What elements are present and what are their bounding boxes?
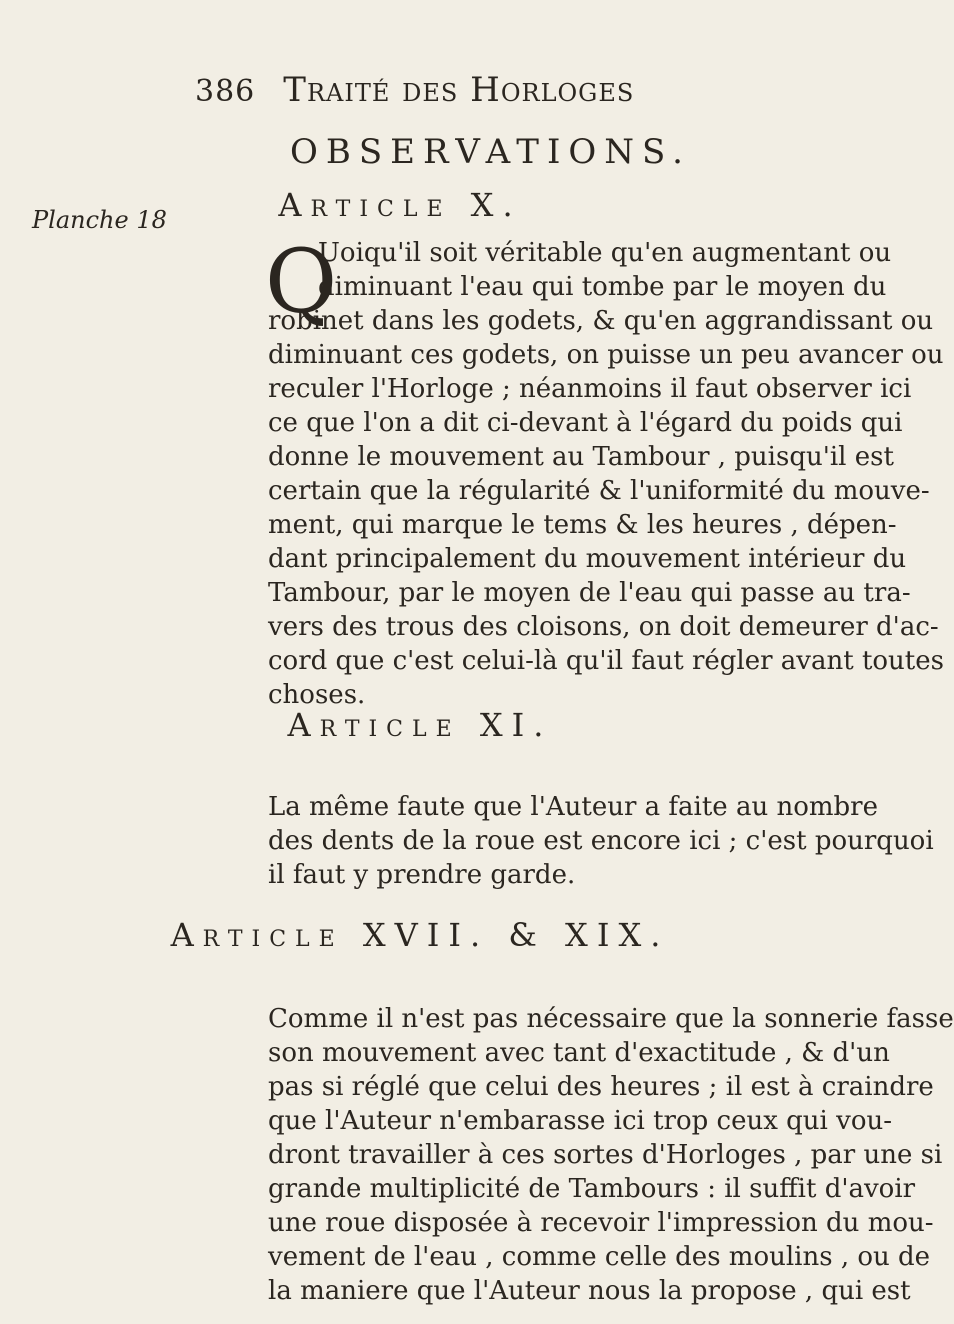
article-10-body: [268, 304, 944, 712]
article-10-first-lines: [318, 236, 892, 304]
article-11-heading: Article XI.: [287, 706, 553, 744]
text-line: Uoiqu'il soit véritable qu'en augmentant ou: [318, 238, 892, 268]
text-line: diminuant ces godets, on puisse un peu avancer ou: [268, 340, 944, 370]
text-line: dront travailler à ces sortes d'Horloges , par une si: [268, 1140, 943, 1170]
text-line: vers des trous des cloisons, on doit demeurer d'ac-: [268, 612, 939, 642]
page-number: 386: [195, 74, 256, 109]
text-line: que l'Auteur n'embarasse ici trop ceux qui vou-: [268, 1106, 892, 1136]
text-line: robinet dans les godets, & qu'en aggrandissant ou: [268, 306, 934, 336]
text-line: reculer l'Horloge ; néanmoins il faut observer ici: [268, 374, 912, 404]
drop-cap: Q: [265, 230, 338, 333]
text-line: donne le mouvement au Tambour , puisqu'il est: [268, 442, 894, 472]
article-10-heading: Article X.: [278, 186, 522, 224]
text-line: Tambour, par le moyen de l'eau qui passe au tra-: [268, 578, 911, 608]
running-title: Traité des Horloges: [283, 70, 635, 110]
section-title: OBSERVATIONS.: [290, 132, 691, 172]
text-line: choses.: [268, 680, 366, 710]
text-line: diminuant l'eau qui tombe par le moyen du: [318, 272, 887, 302]
article-17-19-heading: Article XVII. & XIX.: [170, 916, 670, 954]
text-line: grande multiplicité de Tambours : il suffit d'avoir: [268, 1174, 916, 1204]
article-11-body: [268, 790, 934, 892]
text-line: vement de l'eau , comme celle des moulins , ou de: [268, 1242, 931, 1272]
text-line: dant principalement du mouvement intérieur du: [268, 544, 907, 574]
text-line: cord que c'est celui-là qu'il faut régler avant toutes: [268, 646, 944, 676]
text-line: une roue disposée à recevoir l'impression du mou-: [268, 1208, 934, 1238]
text-line: il faut y prendre garde.: [268, 860, 576, 890]
running-head: [195, 70, 715, 110]
text-line: La même faute que l'Auteur a faite au nombre: [268, 792, 878, 822]
article-17-19-body: [268, 1002, 954, 1308]
text-line: des dents de la roue est encore ici ; c'est pourquoi: [268, 826, 934, 856]
text-line: ce que l'on a dit ci-devant à l'égard du poids qui: [268, 408, 903, 438]
margin-note: Planche 18: [32, 206, 167, 234]
text-line: son mouvement avec tant d'exactitude , & d'un: [268, 1038, 890, 1068]
text-line: la maniere que l'Auteur nous la propose , qui est: [268, 1276, 911, 1306]
text-line: ment, qui marque le tems & les heures , dépen-: [268, 510, 897, 540]
text-line: certain que la régularité & l'uniformité du mouve-: [268, 476, 930, 506]
text-line: Comme il n'est pas nécessaire que la sonnerie fasse: [268, 1004, 954, 1034]
text-line: pas si réglé que celui des heures ; il est à craindre: [268, 1072, 934, 1102]
